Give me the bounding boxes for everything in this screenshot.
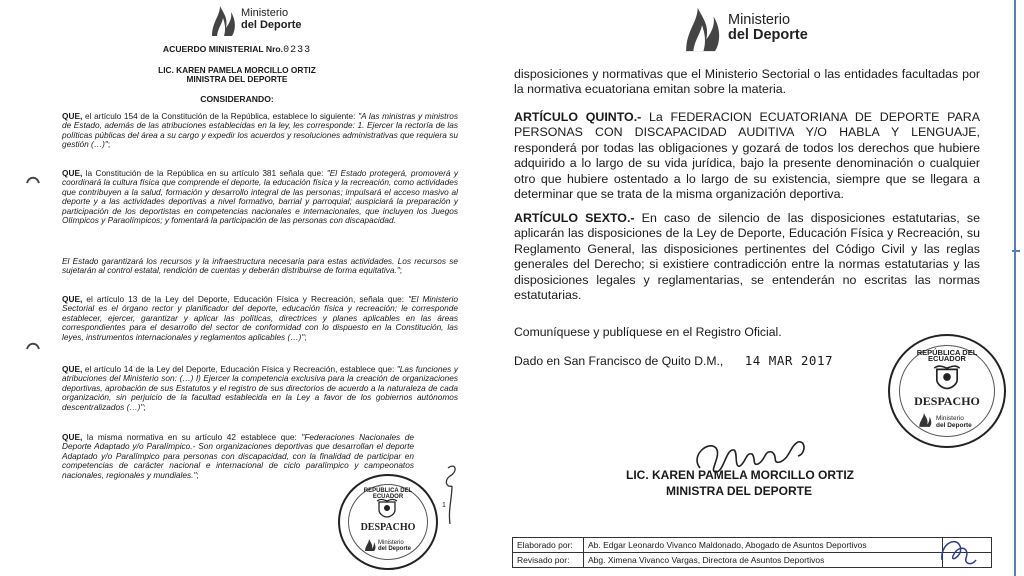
logo-line2: del Deporte: [241, 19, 302, 31]
acuerdo-heading: [8, 44, 466, 56]
paragraph-quote: "El Estado protegerá, promoverá y coordinará la cultura física que comprende el deporte, la educación física y la recreación, como actividades que contribuyen a la salud, formación y desarrollo integral de las personas; impulsará el acceso masivo al deporte y a las actividades deportivas a nivel formativo, barrial y parroquial; auspiciará la preparación y participación de los deportistas en competencias nacionales e internacionales, que incluyen los Juegos Olímpicos y Paraolímpicos; y fomentará la participación de las personas con discapacidad.: [62, 168, 458, 226]
paragraph-que-154: [62, 112, 458, 150]
table-value-cell: Ab. Edgar Leonardo Vivanco Maldonado, Abogado de Asuntos Deportivos: [584, 538, 943, 553]
que-lead: QUE,: [62, 111, 83, 121]
table-value-cell: Abg. Ximena Vivanco Vargas, Directora de Asuntos Deportivos: [584, 553, 943, 568]
ministerio-flame-icon: [208, 2, 238, 38]
elaborado-revisado-table: [512, 537, 992, 568]
signer-name: LIC. KAREN PAMELA MORCILLO ORTIZ: [626, 468, 854, 482]
document-page-left: [8, 0, 466, 576]
intro-paragraph: disposiciones y normativas que el Ministerio Sectorial o las entidades facultadas por la normativa ecuatoriana emitan sobre la materia.: [514, 67, 980, 97]
initials-signature-icon: [936, 530, 980, 570]
slide-side-tick: [1012, 250, 1020, 252]
articulo-sexto: [514, 211, 980, 303]
considerando-heading: CONSIDERANDO:: [200, 94, 274, 104]
ministerio-flame-icon: [680, 2, 724, 54]
paragraph-tail: ;: [304, 331, 307, 342]
despacho-seal: [338, 474, 438, 570]
seal-mini-label: Ministerio del Deporte: [378, 540, 412, 552]
despacho-seal: [888, 334, 1006, 448]
paragraph-quote: "Las funciones y atribuciones del Ministerio son: (…) l) Ejercer la competencia exclusiva para la creación de organizaciones deportivas, aprobación de sus Estatutos y el registro de sus directorios de acuerdo a la naturaleza de cada organización, sin perjuicio de la facultad establecida en la Ley a favor de los gobiernos autónomos descentralizados (…)": [62, 364, 458, 412]
seal-mini-label: Ministerio del Deporte: [936, 415, 972, 429]
paragraph-tail: ;: [196, 469, 199, 480]
paragraph-tail: ;: [399, 265, 403, 276]
paragraph-estado: [62, 257, 458, 276]
dado-text: Dado en San Francisco de Quito D.M.,: [514, 354, 724, 368]
ministerio-logo: [208, 2, 302, 38]
comuniquese-line: Comuníquese y publíquese en el Registro Oficial.: [514, 325, 782, 339]
articulo-quinto-text: La FEDERACION ECUATORIANA DE DEPORTE PARA PERSONAS CON DISCAPACIDAD AUDITIVA Y/O HABLA Y LENGUAJE, responderá por todas las obligaciones y gozará de todos los derechos que hubiere adquirido a lo largo de su vida jurídica, bajo la presente denominación o cualquier otro que hubiere ostentado a lo largo de su existencia, siempre que se llegara a determinar que se trata de la misma organización deportiva.: [514, 110, 980, 202]
seal-despacho-text: DESPACHO: [914, 394, 980, 408]
table-row: [513, 538, 992, 553]
page-number: 1: [442, 502, 446, 509]
table-row: [513, 553, 992, 568]
articulo-sexto-text: En caso de silencio de las disposiciones estatutarias, se aplicarán las disposiciones de la Ley de Deporte, Educación Física y Recreación, su Reglamento General, las disposiciones pertinentes del Código Civil y las reglas generales del Derecho; si existiere contradicción entre la normas estatutarias y las disposiciones legales y reglamentarias, se entenderán no escritas las normas estatutarias.: [514, 211, 980, 303]
articulo-sexto-heading: ARTÍCULO SEXTO.-: [514, 211, 635, 225]
seal-ministerio-icon: [918, 412, 932, 428]
paragraph-quote: "Federaciones Nacionales de Deporte Adaptado y/o Paralímpico.- Son organizaciones deportivas que desarrollan el deporte Adaptado y/o Paralímpico para personas con discapacidad, con la finalidad de participar en competencias de carácter nacional e internacional de ciclo paralímpico y campeonatos nacionales, regionales y mundiales.": [62, 432, 414, 480]
paragraph-que-13: [62, 295, 458, 342]
logo-line1: Ministerio: [241, 7, 289, 20]
paragraph-que-14: [62, 365, 458, 412]
acuerdo-number: 0233: [283, 45, 312, 56]
articulo-quinto: [514, 110, 980, 202]
table-label-cell: Revisado por:: [513, 553, 584, 568]
ministerio-logo: [680, 2, 808, 54]
que-lead: QUE,: [62, 168, 83, 178]
slide-side-accent-line: [1014, 0, 1016, 576]
que-lead: QUE,: [62, 294, 83, 304]
paragraph-quote: "El Ministerio Sectorial es el órgano rector y planificador del deporte, educación física y recreación; le corresponde establecer, ejercer, garantizar y aplicar las políticas, directrices y planes aplicables en las áreas correspondientes para el desarrollo del sector de conformidad con lo dispuesto en la Constitución, las leyes, instrumentos internacionales y reglamentos aplicables (…)": [62, 294, 458, 342]
table-label-cell: Elaborado por:: [513, 538, 584, 553]
seal-ministerio-icon: [364, 538, 376, 552]
initials-signature-icon: [438, 458, 462, 528]
paragraph-que-42: [62, 433, 414, 480]
logo-line1: Ministerio: [728, 11, 791, 28]
punch-hole-mark: [26, 174, 40, 184]
coat-of-arms-icon: [933, 364, 961, 390]
paragraph-text: el artículo 154 de la Constitución de la República, establece lo siguiente:: [82, 111, 359, 121]
author-title: MINISTRA DEL DEPORTE: [186, 74, 288, 84]
author-name: LIC. KAREN PAMELA MORCILLO ORTIZ: [158, 65, 316, 75]
paragraph-text: la misma normativa en su artículo 42 establece que:: [82, 432, 302, 442]
dado-line: [514, 353, 833, 368]
paragraph-que-381: [62, 169, 458, 225]
paragraph-tail: ;: [143, 401, 146, 412]
paragraph-text: el artículo 14 de la Ley del Deporte, Educación Física y Recreación, establece que:: [82, 364, 397, 374]
paragraph-quote: El Estado garantizará los recursos y la infraestructura necesaria para estas actividades. Los recursos se sujetarán al control estatal, rendición de cuentas y deberán distribuirse de forma equitativa.": [62, 256, 458, 276]
paragraph-quote: "A las ministras y ministros de Estado, además de las atribuciones establecidas en la ley, les corresponde: 1. Ejercer la rectoría de las políticas públicas del área a su cargo y expedir los acuerdos y resoluciones administrativas que requiera su gestión (…)": [62, 111, 458, 150]
logo-line2: del Deporte: [728, 27, 808, 43]
document-page-right: [506, 0, 1006, 576]
que-lead: QUE,: [62, 432, 83, 442]
coat-of-arms-icon: [376, 498, 398, 518]
punch-hole-mark: [26, 340, 40, 350]
seal-republica-text: REPÚBLICA DEL ECUADOR: [916, 348, 978, 363]
que-lead: QUE,: [62, 364, 83, 374]
paragraph-text: la Constitución de la República en su artículo 381 señala que:: [82, 168, 327, 178]
seal-republica-text: REPÚBLICA DEL ECUADOR: [363, 488, 413, 500]
seal-despacho-text: DESPACHO: [360, 522, 416, 533]
acuerdo-label: ACUERDO MINISTERIAL Nro.: [162, 44, 284, 54]
articulo-quinto-heading: ARTÍCULO QUINTO.-: [514, 110, 642, 124]
signer-title: MINISTRA DEL DEPORTE: [666, 484, 813, 498]
paragraph-text: el artículo 13 de la Ley del Deporte, Educación Física y Recreación, señala que:: [82, 294, 409, 304]
date-stamp: 14 MAR 2017: [744, 353, 834, 368]
paragraph-tail: ;: [107, 139, 111, 150]
